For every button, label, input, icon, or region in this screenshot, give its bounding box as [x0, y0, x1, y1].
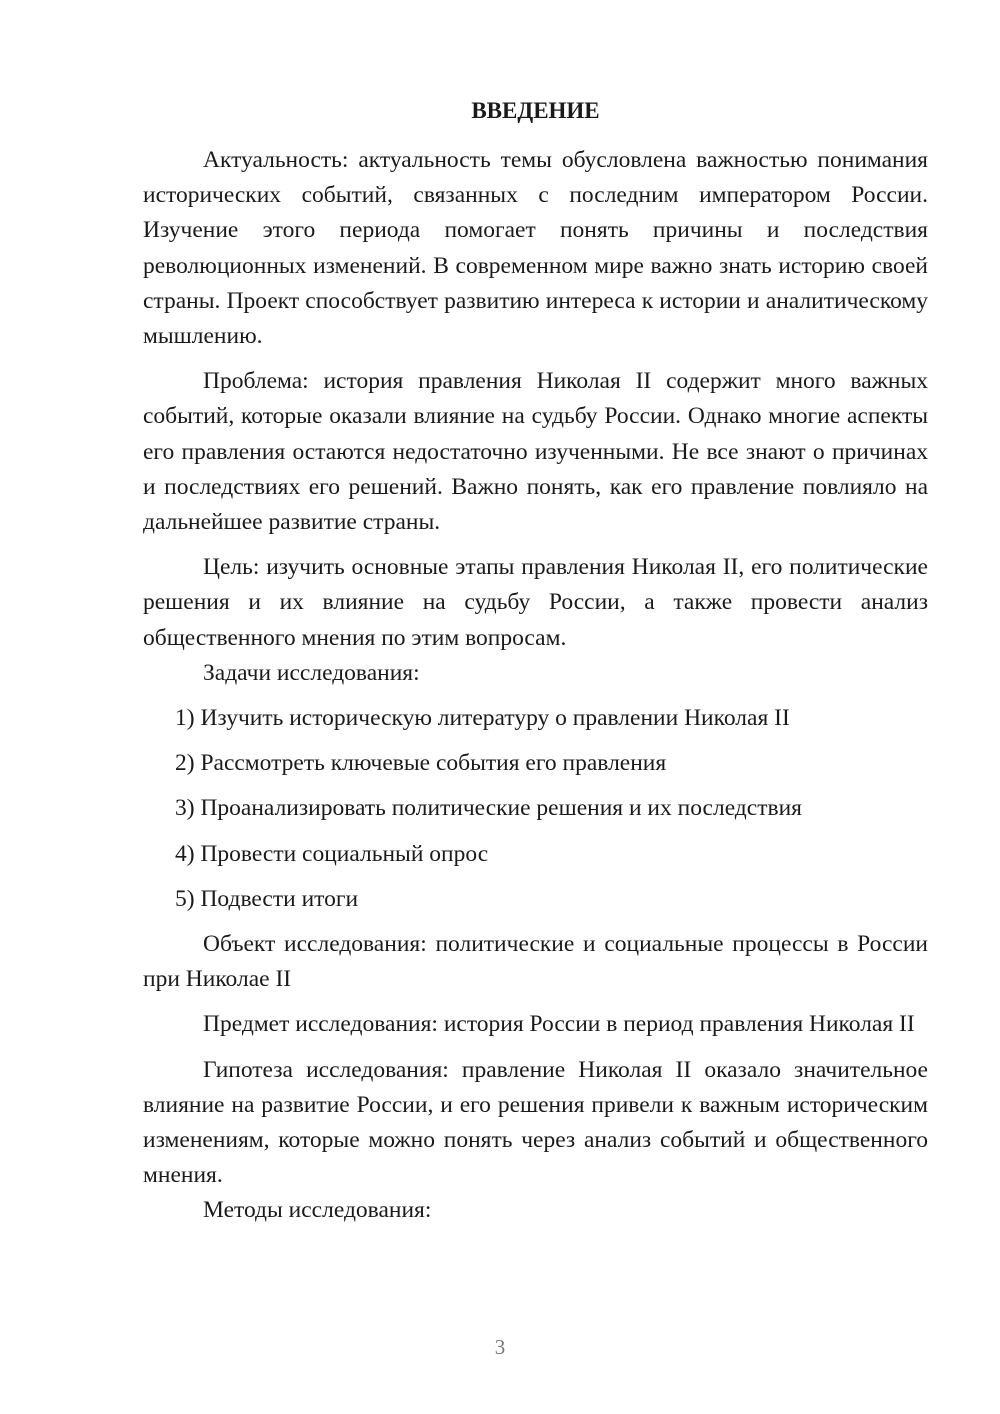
- subject-paragraph: Предмет исследования: история России в период правления Николая II: [203, 1011, 915, 1038]
- relevance-paragraph: Актуальность: актуальность темы обусловлена важностью понимания исторических событий, связанных с последним императором России. Изучение этого периода помогает понять причины и последствия революционных изменений. В современном мире важно знать историю своей страны. Проект способствует развитию интереса к истории и аналитическому мышлению.: [143, 147, 928, 350]
- page-number: 3: [494, 1335, 506, 1359]
- goal-paragraph: Цель: изучить основные этапы правления Николая II, его политические решения и их влияние на судьбу России, а также провести анализ общественного мнения по этим вопросам.: [143, 554, 928, 651]
- task-item-4: 4) Провести социальный опрос: [175, 840, 489, 867]
- object-paragraph: Объект исследования: политические и социальные процессы в России при Николае II: [143, 931, 928, 993]
- task-item-5: 5) Подвести итоги: [175, 885, 359, 912]
- hypothesis-paragraph: Гипотеза исследования: правление Николая II оказало значительное влияние на развитие России, и его решения привели к важным историческим изменениям, которые можно понять через анализ событий и общественного мнения.: [143, 1056, 928, 1189]
- body-text: [143, 143, 928, 1229]
- task-item-1: 1) Изучить историческую литературу о правлении Николая II: [175, 705, 790, 732]
- tasks-heading: Задачи исследования:: [203, 659, 420, 686]
- problem-paragraph: Проблема: история правления Николая II содержит много важных событий, которые оказали влияние на судьбу России. Однако многие аспекты его правления остаются недостаточно изученными. Не все знают о причинах и последствиях его решений. Важно понять, как его правление повлияло на дальнейшее развитие страны.: [143, 368, 928, 536]
- page-title: ВВЕДЕНИЕ: [471, 98, 600, 123]
- task-item-2: 2) Рассмотреть ключевые события его правления: [175, 750, 667, 777]
- task-item-3: 3) Проанализировать политические решения и их последствия: [175, 795, 802, 822]
- methods-heading: Методы исследования:: [203, 1197, 432, 1224]
